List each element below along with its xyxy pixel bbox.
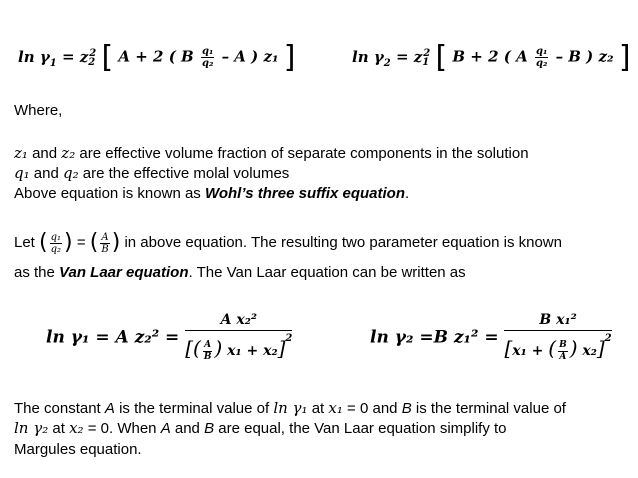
f2-end: are equal, the Van Laar equation simplify to: [214, 420, 507, 437]
f1-end: is the terminal value of: [411, 400, 566, 417]
final-line-3: Margules equation.: [14, 441, 142, 458]
vl1-denominator: [( $\frac{A}{B}$ ) x₁ + x₂]$^2$: [185, 333, 293, 362]
wohl-name: Wohl’s three suffix equation: [204, 185, 406, 202]
paren-open: (: [89, 230, 99, 256]
vl1-fraction: [185, 312, 292, 363]
definition-z-text: are effective volume fraction of separate components in the solution: [75, 145, 529, 162]
eq1-expr-b: – A ) z₁: [221, 47, 279, 66]
where-label: Where,: [14, 102, 63, 119]
q1-symbol: q₁: [14, 164, 30, 182]
let-frac-q: $\frac{\text{q₁}}{\text{q₂}}$: [50, 231, 62, 255]
eq1-equals: =: [61, 47, 75, 66]
and-text: and: [29, 165, 63, 182]
wohl-pre: Above equation is known as: [14, 185, 205, 202]
definition-q-text: are the effective molal volumes: [78, 165, 290, 182]
eq1-lhs: $\ln \gamma_1$: [18, 47, 57, 69]
van-laar-equation-1: [46, 312, 292, 363]
f1-at: at: [307, 400, 329, 417]
let-statement: [14, 230, 562, 256]
wohl-statement: [14, 184, 409, 203]
wohl-post: .: [405, 185, 410, 202]
paren-close: ): [64, 230, 73, 256]
eq2-equals: =: [395, 47, 409, 66]
vl2-denominator: [x₁ + ( $\frac{B}{A}$ ) x₂]$^2$: [504, 333, 612, 362]
f1-pre: The constant: [14, 400, 105, 417]
let-frac-ab: $\frac{A}{B}$: [101, 231, 109, 255]
vl1-lhs: ln γ₁ = A z₂² =: [46, 327, 180, 348]
let-post: in above equation. The resulting two parameter equation is known: [124, 234, 562, 251]
van-laar-name: Van Laar equation: [59, 264, 189, 281]
q2-symbol: q₂: [63, 164, 79, 182]
f2-and: and: [170, 420, 205, 437]
f1-B: B: [401, 400, 412, 417]
vl-post: . The Van Laar equation can be written as: [188, 264, 466, 281]
eq2-z1sq: $z_1^2$: [413, 47, 431, 68]
vl2-numerator: B x₁²: [504, 312, 611, 331]
f2-at: at: [48, 420, 70, 437]
wohl-equation-1: [18, 40, 296, 75]
eq1-z2sq: $z_2^2$: [79, 47, 97, 68]
eq2-expr-b: – B ) z₂: [555, 47, 614, 66]
let-equals: =: [76, 234, 86, 251]
z2-symbol: z₂: [61, 144, 76, 162]
eq1-fraction: $\frac{\text{q₁}}{\text{q₂}}$: [201, 46, 214, 69]
final-line-2: [14, 419, 507, 438]
van-laar-equation-2: [370, 312, 612, 363]
eq2-left-bracket: [: [435, 40, 448, 75]
eq1-right-bracket: ]: [283, 40, 296, 75]
eq2-expr-a: B + 2 ( A: [452, 47, 528, 66]
f1-x1: x₁: [328, 399, 343, 417]
f2-A: A: [160, 420, 171, 437]
f2-B: B: [204, 420, 215, 437]
eq1-left-bracket: [: [101, 40, 114, 75]
eq2-fraction: $\frac{\text{q₁}}{\text{q₂}}$: [535, 46, 548, 69]
vl1-numerator: A x₂²: [185, 312, 292, 331]
wohl-equation-2: [352, 40, 631, 75]
and-text: and: [27, 145, 62, 162]
paren-open: (: [39, 230, 48, 256]
definition-z: [14, 144, 529, 163]
definition-q: [14, 164, 289, 183]
f1-mid2: = 0 and: [342, 400, 402, 417]
z1-symbol: z₁: [14, 144, 28, 162]
paren-close: ): [111, 230, 121, 256]
f1-A: A: [104, 400, 115, 417]
final-line-1: [14, 399, 566, 418]
eq2-right-bracket: ]: [618, 40, 631, 75]
vl2-fraction: [504, 312, 611, 363]
eq1-expr-a: A + 2 ( B: [118, 47, 194, 66]
f1-mid: is the terminal value of: [114, 400, 274, 417]
eq2-lhs: $\ln \gamma_2$: [352, 47, 391, 69]
f1-ln-gamma1: ln γ₁: [273, 399, 308, 417]
van-laar-intro: [14, 263, 466, 282]
f2-mid: = 0. When: [83, 420, 161, 437]
vl-pre: as the: [14, 264, 60, 281]
f2-ln-gamma2: ln γ₂: [14, 419, 49, 437]
let-pre: Let: [14, 234, 35, 251]
f2-x2: x₂: [69, 419, 84, 437]
vl2-lhs: ln γ₂ =B z₁² =: [370, 327, 499, 348]
